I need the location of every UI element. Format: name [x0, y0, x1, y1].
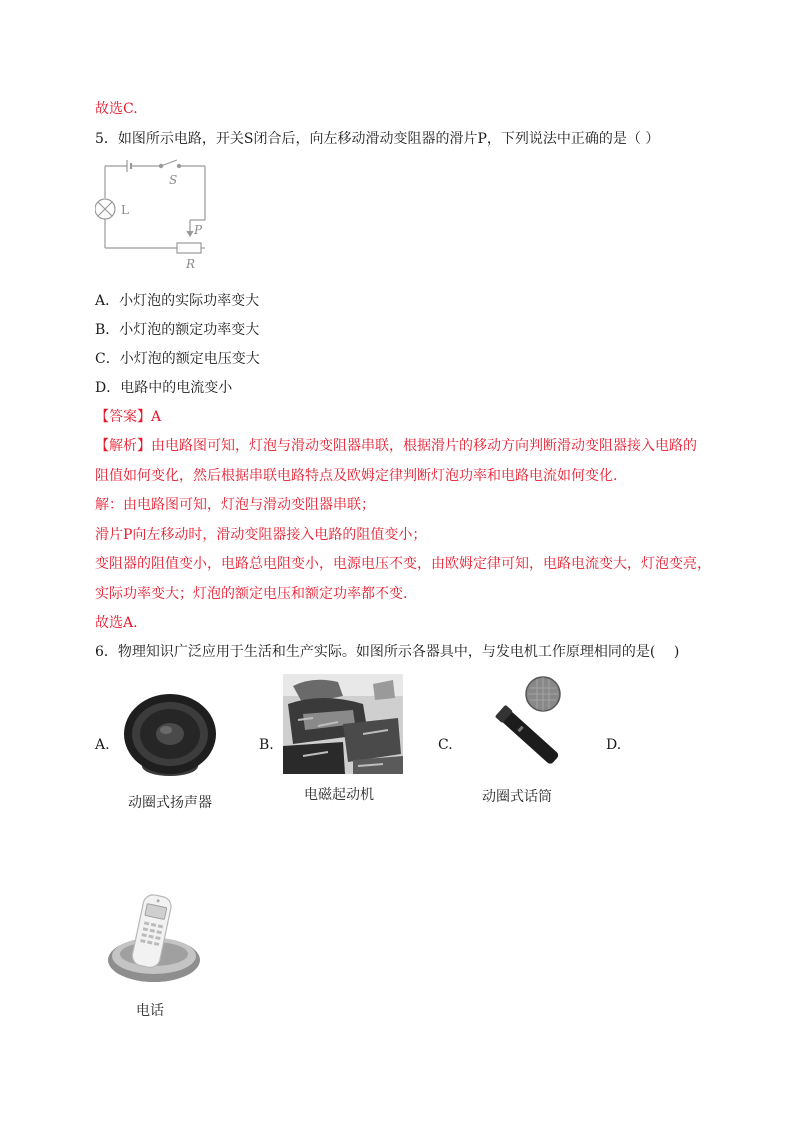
option-a: A．小灯泡的实际功率变大: [95, 293, 260, 309]
resistor-label: R: [186, 257, 196, 271]
resistor-symbol: [177, 243, 201, 253]
slider-label: P: [194, 223, 203, 237]
choice-d-letter: D.: [606, 737, 622, 753]
circuit-diagram: [95, 158, 215, 273]
solution-line-1: 解：由电路图可知，灯泡与滑动变阻器串联；: [95, 497, 375, 513]
solution-line-2: 滑片P向左移动时，滑动变阻器接入电路的阻值变小；: [95, 527, 427, 543]
caption-microphone: 动圈式话筒: [482, 789, 552, 805]
analysis-line-2: 阻值如何变化，然后根据串联电路特点及欧姆定律判断灯泡功率和电路电流如何变化.: [95, 468, 618, 484]
choice-a-letter: A.: [95, 737, 110, 753]
analysis-line-1: 【解析】由电路图可知，灯泡与滑动变阻器串联，根据滑片的移动方向判断滑动变阻器接入电路的: [95, 438, 697, 454]
starter-motor-image: [283, 674, 403, 774]
loudspeaker-image: [120, 690, 220, 785]
telephone-image: [104, 890, 204, 990]
option-c: C．小灯泡的额定电压变大: [95, 351, 260, 367]
answer-label: 【答案】A: [95, 409, 162, 425]
analysis-tag: 【解析】: [95, 438, 151, 454]
caption-starter-motor: 电磁起动机: [304, 787, 374, 803]
caption-loudspeaker: 动圈式扬声器: [128, 795, 212, 811]
choice-c-letter: C.: [438, 737, 453, 753]
solution-line-4: 实际功率变大；灯泡的额定电压和额定功率都不变.: [95, 586, 408, 602]
lamp-label: L: [121, 203, 129, 217]
microphone-image: [460, 674, 570, 774]
choice-b-letter: B.: [259, 737, 274, 753]
question-6-stem: 6．物理知识广泛应用于生活和生产实际。如图所示各器具中，与发电机工作原理相同的是( ): [95, 644, 680, 660]
final-answer: 故选A.: [95, 615, 138, 631]
question-5-stem: 5．如图所示电路，开关S闭合后，向左移动滑动变阻器的滑片P，下列说法中正确的是（ ）: [95, 131, 660, 147]
previous-answer: 故选C.: [95, 101, 138, 117]
solution-line-3: 变阻器的阻值变小，电路总电阻变小，电源电压不变，由欧姆定律可知，电路电流变大，灯泡变亮，: [95, 556, 711, 572]
switch-label: S: [169, 173, 178, 187]
caption-telephone: 电话: [136, 1003, 164, 1019]
option-d: D．电路中的电流变小: [95, 380, 233, 396]
option-b: B．小灯泡的额定功率变大: [95, 322, 260, 338]
switch-lever: [161, 160, 177, 166]
